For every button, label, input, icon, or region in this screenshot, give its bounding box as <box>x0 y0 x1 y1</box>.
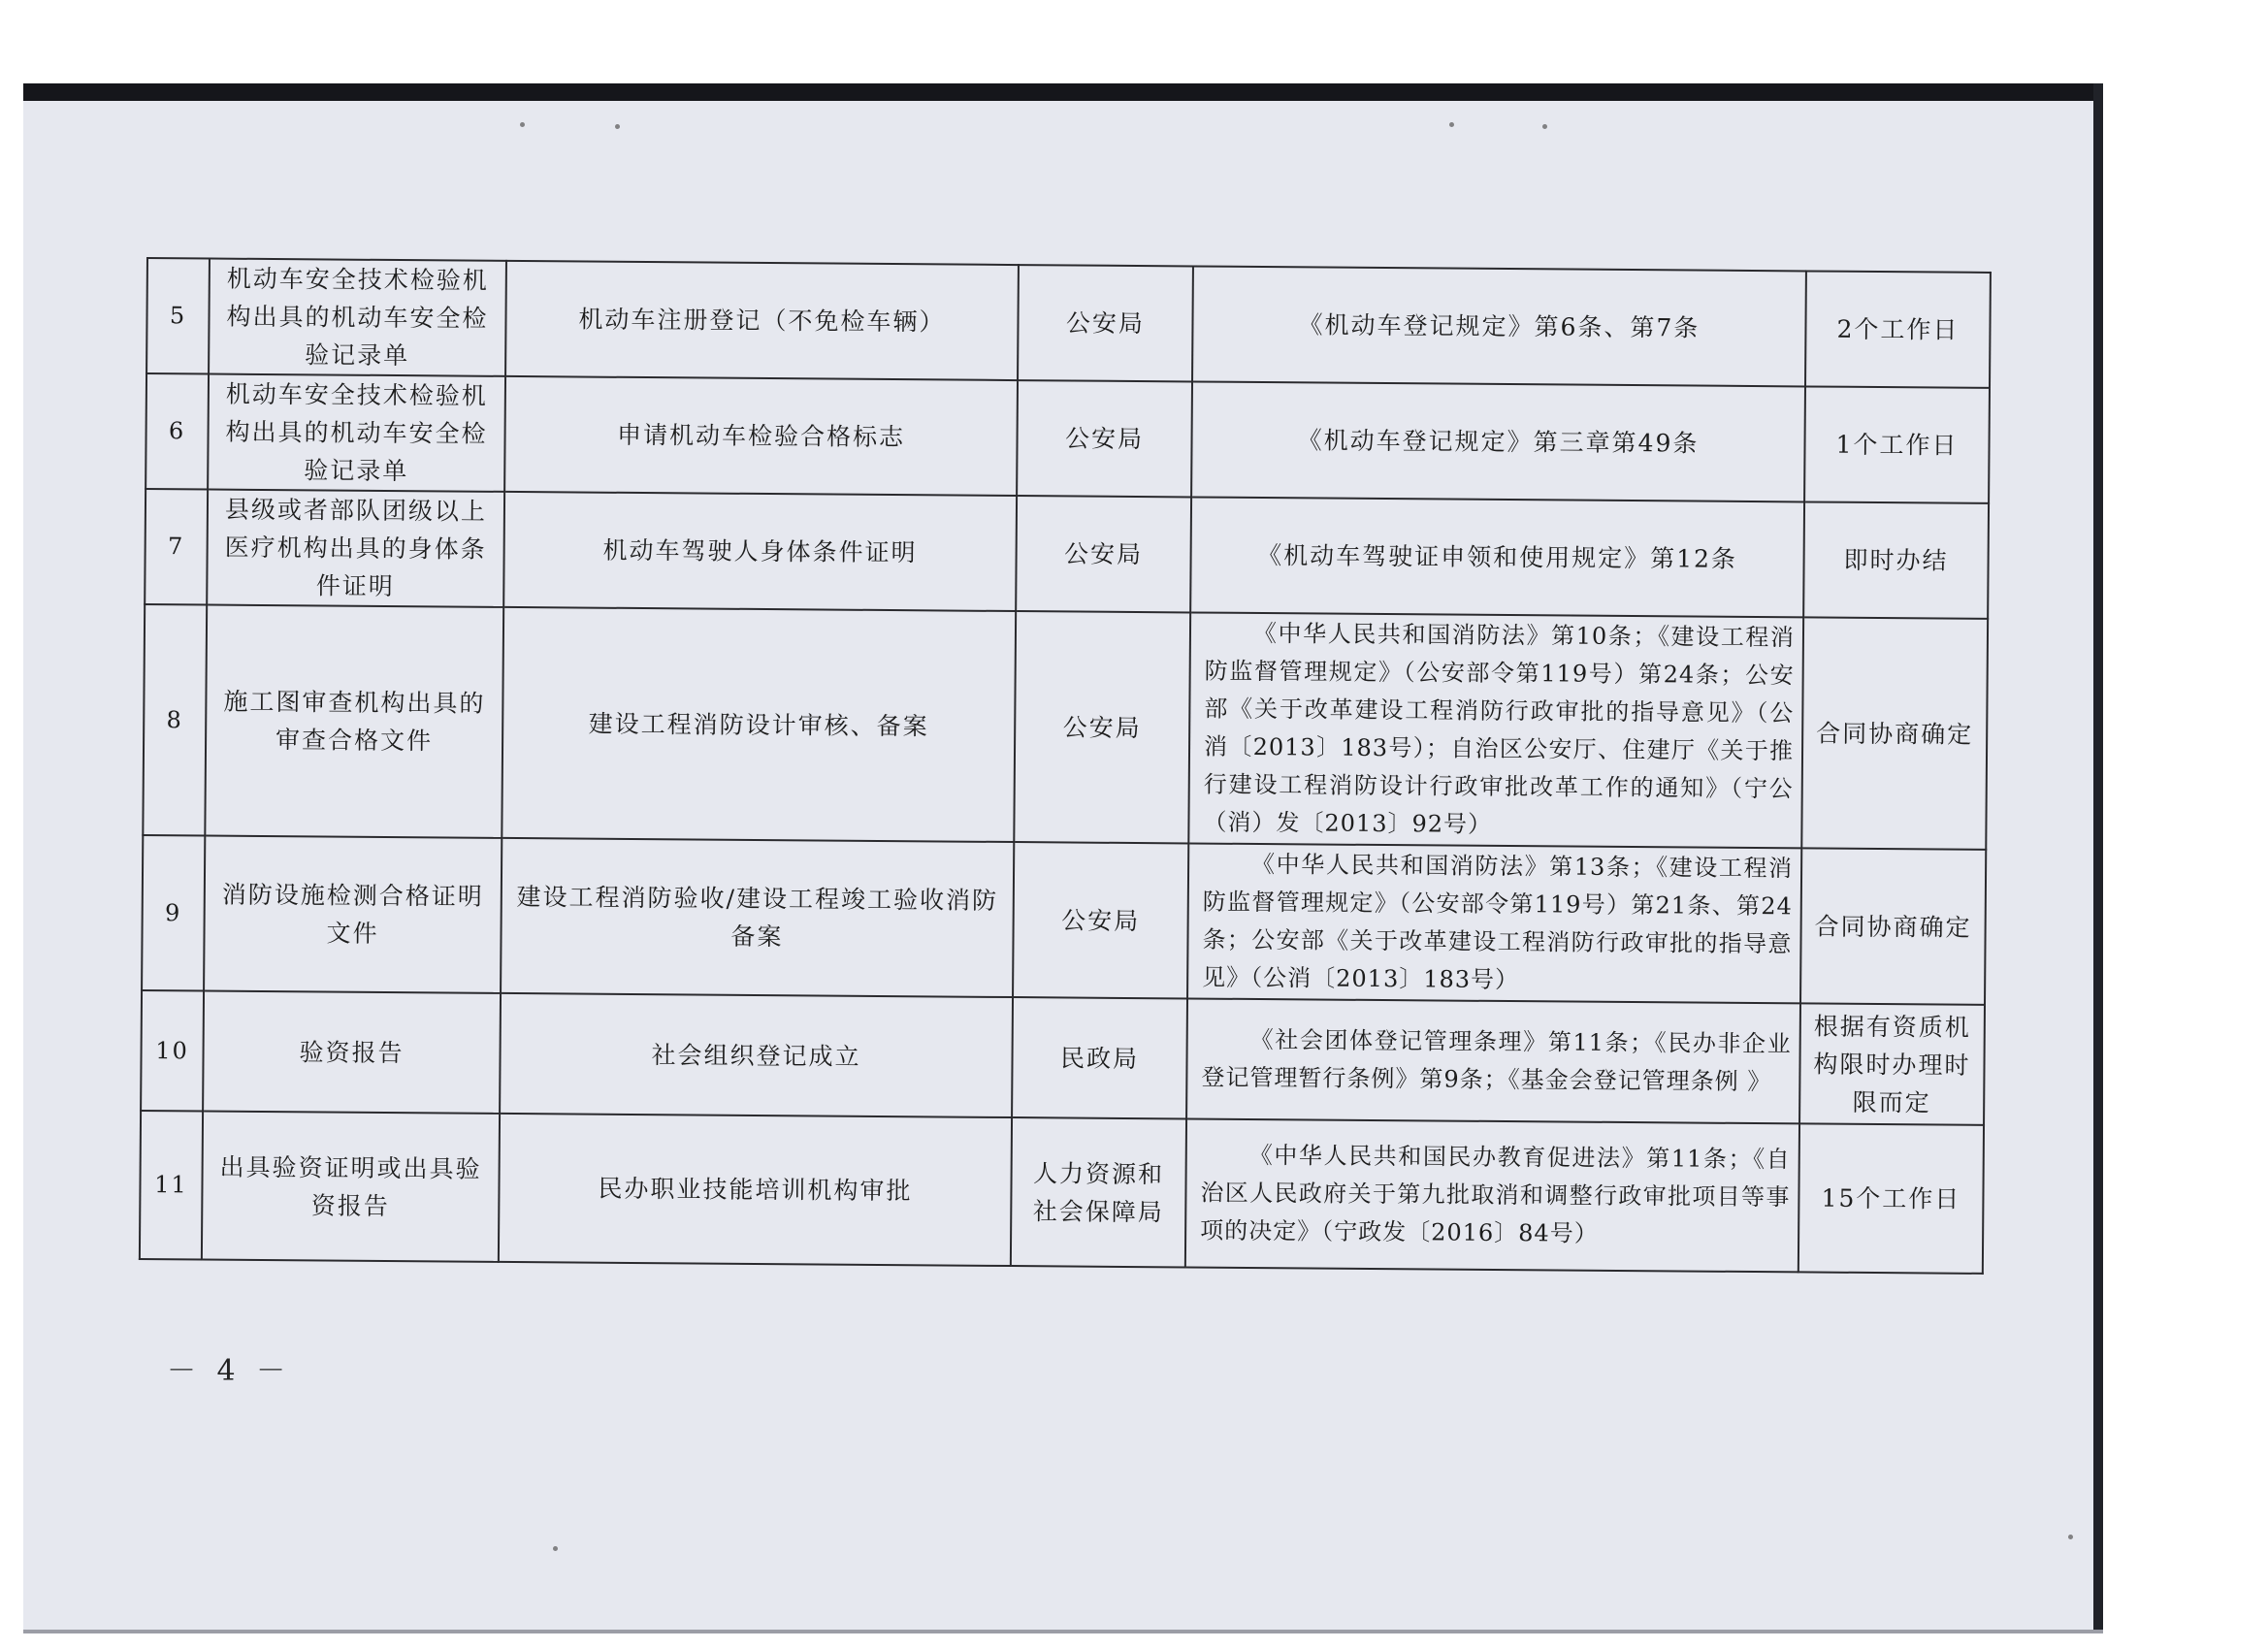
legal-basis: 《机动车登记规定》第6条、第7条 <box>1192 266 1806 386</box>
table-row <box>141 990 1985 1125</box>
required-material: 消防设施检测合格证明文件 <box>204 835 502 992</box>
required-material: 机动车安全技术检验机构出具的机动车安全检验记录单 <box>208 374 505 492</box>
legal-basis: 《社会团体登记管理条理》第11条；《民办非企业登记管理暂行条例》第9条；《基金会登记管理条例 》 <box>1186 998 1800 1123</box>
scan-speck <box>2068 1535 2073 1539</box>
scan-right-edge <box>2093 83 2103 1633</box>
row-number: 7 <box>145 489 208 604</box>
time-limit: 即时办结 <box>1803 501 1989 618</box>
required-material: 机动车安全技术检验机构出具的机动车安全检验记录单 <box>209 259 506 376</box>
approval-item: 民办职业技能培训机构审批 <box>499 1114 1012 1266</box>
department: 公安局 <box>1013 842 1188 998</box>
row-number: 6 <box>146 373 209 489</box>
scan-speck <box>1449 122 1454 127</box>
time-limit: 合同协商确定 <box>1800 848 1986 1004</box>
time-limit: 根据有资质机构限时办理时限而定 <box>1799 1003 1985 1124</box>
approval-item: 机动车驾驶人身体条件证明 <box>503 492 1017 611</box>
required-material: 施工图审查机构出具的审查合格文件 <box>205 604 503 837</box>
table-row <box>146 258 1991 388</box>
scan-speck <box>553 1546 558 1551</box>
department: 公安局 <box>1018 265 1193 381</box>
scan-bottom-edge <box>23 1630 2103 1633</box>
row-number: 5 <box>146 258 210 373</box>
department: 公安局 <box>1016 496 1191 612</box>
row-number: 8 <box>143 604 207 835</box>
department: 公安局 <box>1014 611 1190 843</box>
scan-top-edge <box>23 83 2103 101</box>
time-limit: 2个工作日 <box>1805 271 1991 387</box>
table-row <box>142 835 1986 1005</box>
time-limit: 15个工作日 <box>1798 1123 1984 1273</box>
approval-item: 社会组织登记成立 <box>500 993 1013 1117</box>
department: 民政局 <box>1012 997 1187 1118</box>
row-number: 10 <box>141 990 204 1111</box>
scan-speck <box>520 122 525 127</box>
table-row <box>145 489 1989 619</box>
required-material: 县级或者部队团级以上医疗机构出具的身体条件证明 <box>207 490 504 607</box>
row-number: 9 <box>142 835 205 990</box>
department: 公安局 <box>1017 380 1192 497</box>
approval-item: 申请机动车检验合格标志 <box>504 376 1018 496</box>
approval-materials-table <box>139 257 1992 1275</box>
approval-item: 建设工程消防设计审核、备案 <box>502 607 1016 842</box>
table-row <box>146 373 1990 503</box>
table-row <box>143 604 1988 850</box>
approval-item: 建设工程消防验收/建设工程竣工验收消防备案 <box>501 838 1014 997</box>
approval-item: 机动车注册登记（不免检车辆） <box>505 261 1019 380</box>
page-number: － 4 － <box>167 1354 292 1388</box>
scan-speck <box>1542 124 1547 129</box>
time-limit: 合同协商确定 <box>1801 617 1988 849</box>
required-material: 验资报告 <box>203 990 501 1113</box>
legal-basis: 《中华人民共和国消防法》第13条；《建设工程消防监督管理规定》（公安部令第119号）第21条、第24条；公安部《关于改革建设工程消防行政审批的指导意见》（公消〔2013〕183号） <box>1187 843 1801 1003</box>
legal-basis: 《机动车驾驶证申领和使用规定》第12条 <box>1190 497 1804 617</box>
legal-basis: 《机动车登记规定》第三章第49条 <box>1191 381 1805 501</box>
legal-basis: 《中华人民共和国民办教育促进法》第11条；《自治区人民政府关于第九批取消和调整行政审批项目等事项的决定》（宁政发〔2016〕84号） <box>1185 1118 1799 1272</box>
scan-speck <box>615 124 620 129</box>
table-row <box>140 1111 1984 1274</box>
required-material: 出具验资证明或出具验资报告 <box>202 1111 500 1261</box>
row-number: 11 <box>140 1111 203 1259</box>
department: 人力资源和社会保障局 <box>1011 1117 1186 1267</box>
time-limit: 1个工作日 <box>1804 386 1990 502</box>
legal-basis: 《中华人民共和国消防法》第10条；《建设工程消防监督管理规定》（公安部令第119号）第24条；公安部《关于改革建设工程消防行政审批的指导意见》（公消〔2013〕183号）；自治区公安厅、住建厅《关于推行建设工程消防设计行政审批改革工作的通知》（宁公（消）发〔2013〕92号） <box>1188 612 1803 848</box>
